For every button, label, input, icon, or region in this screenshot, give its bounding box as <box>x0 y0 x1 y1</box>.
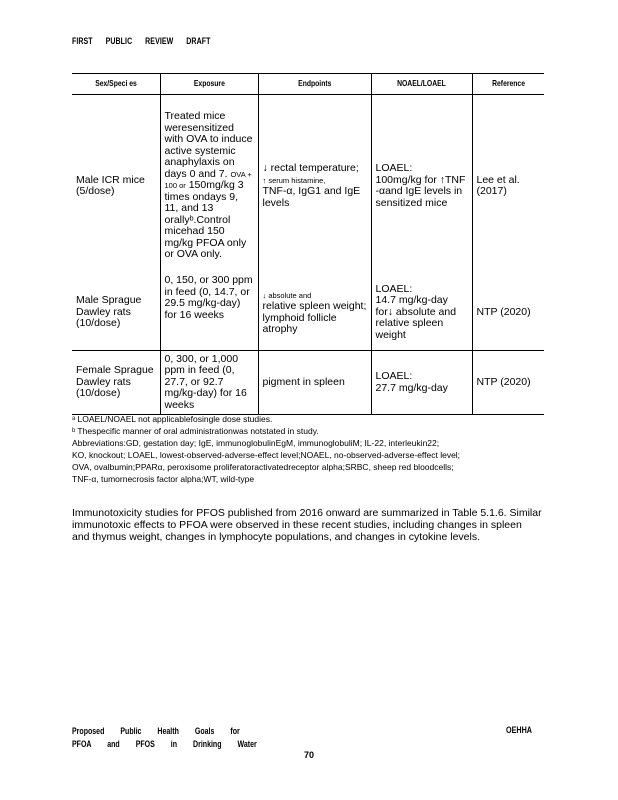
abbreviations-line: Abbreviations:GD, gestation day; IgE, immunoglobulinEgM, immunoglobuliM; IL-22, interleukin22; <box>72 438 440 448</box>
table-row <box>72 275 544 351</box>
table-footnotes <box>72 413 548 485</box>
footnote-b: ᵇ Thespecific manner of oral administrationwas notstated in study. <box>72 426 319 436</box>
exposure-cell: 0, 150, or 300 ppm in feed (0, 14.7, or 29.5 mg/kg-day) for 16 weeks <box>160 275 258 351</box>
footer-agency: OEHHA <box>506 725 533 735</box>
column-header: Reference <box>472 74 544 95</box>
immunotoxicity-table <box>72 73 544 415</box>
exposure-cell: Treated mice weresensitized with OVA to induce active systemic anaphylaxis on days 0 and 7. OVA + 100 or 150mg/kg 3 times ondays 9, 11, and 13 orallyᵇ.Control micehad 150 mg/kg PFOA only or OVA only. <box>160 95 258 276</box>
species-cell: Female Sprague Dawley rats (10/dose) <box>72 351 160 415</box>
column-header: Sex/Speci es <box>72 74 160 95</box>
abbreviations-line: TNF-α, tumornecrosis factor alpha;WT, wild-type <box>72 474 255 484</box>
table-header-row <box>72 74 544 95</box>
draft-header: FIRST PUBLIC REVIEW DRAFT <box>72 36 211 46</box>
reference-cell: Lee et al. (2017) <box>472 95 544 276</box>
column-header: Exposure <box>160 74 258 95</box>
noael-loael-cell: LOAEL: 27.7 mg/kg-day <box>371 351 472 415</box>
reference-cell: NTP (2020) <box>472 351 544 415</box>
endpoints-cell: ↓ rectal temperature; ↑ serum histamine, TNF-α, IgG1 and IgE levels <box>258 95 371 276</box>
noael-loael-cell: LOAEL: 100mg/kg for ↑TNF -αand IgE levels in sensitized mice <box>371 95 472 276</box>
endpoints-cell: pigment in spleen <box>258 351 371 415</box>
column-header: Endpoints <box>258 74 371 95</box>
abbreviations-line: KO, knockout; LOAEL, lowest-observed-adverse-effect level;NOAEL, no-observed-adverse-effect level; <box>72 450 461 460</box>
species-cell: Male ICR mice (5/dose) <box>76 173 145 197</box>
table-row <box>72 95 544 276</box>
table-row <box>72 351 544 415</box>
column-header: NOAEL/LOAEL <box>371 74 472 95</box>
reference-cell: NTP (2020) <box>472 275 544 351</box>
noael-loael-cell: LOAEL: 14.7 mg/kg-day for↓ absolute and relative spleen weight <box>371 275 472 351</box>
body-paragraph: Immunotoxicity studies for PFOS published from 2016 onward are summarized in Table 5.1.6. Similar immunotoxic effects to PFOA were observed in these recent studies, including changes in spleen and thymus weight, changes in lymphocyte populations, and changes in cytokine levels. <box>72 506 542 544</box>
species-cell: Male Sprague Dawley rats (10/dose) <box>76 294 142 330</box>
exposure-cell: 0, 300, or 1,000 ppm in feed (0, 27.7, or 92.7 mg/kg-day) for 16 weeks <box>160 351 258 415</box>
endpoints-cell: ↓ absolute and relative spleen weight; lymphoid follicle atrophy <box>258 275 371 351</box>
abbreviations-line: OVA, ovalbumin;PPARα, peroxisome proliferatoractivatedreceptor alpha;SRBC, sheep red bloodcells; <box>72 462 454 472</box>
footnote-a: ᵃ LOAEL/NOAEL not applicablefosingle dose studies. <box>72 414 273 424</box>
footer-title: Proposed Public Health Goals for PFOA and PFOS in Drinking Water <box>72 726 257 749</box>
page-number: 70 <box>303 750 314 760</box>
